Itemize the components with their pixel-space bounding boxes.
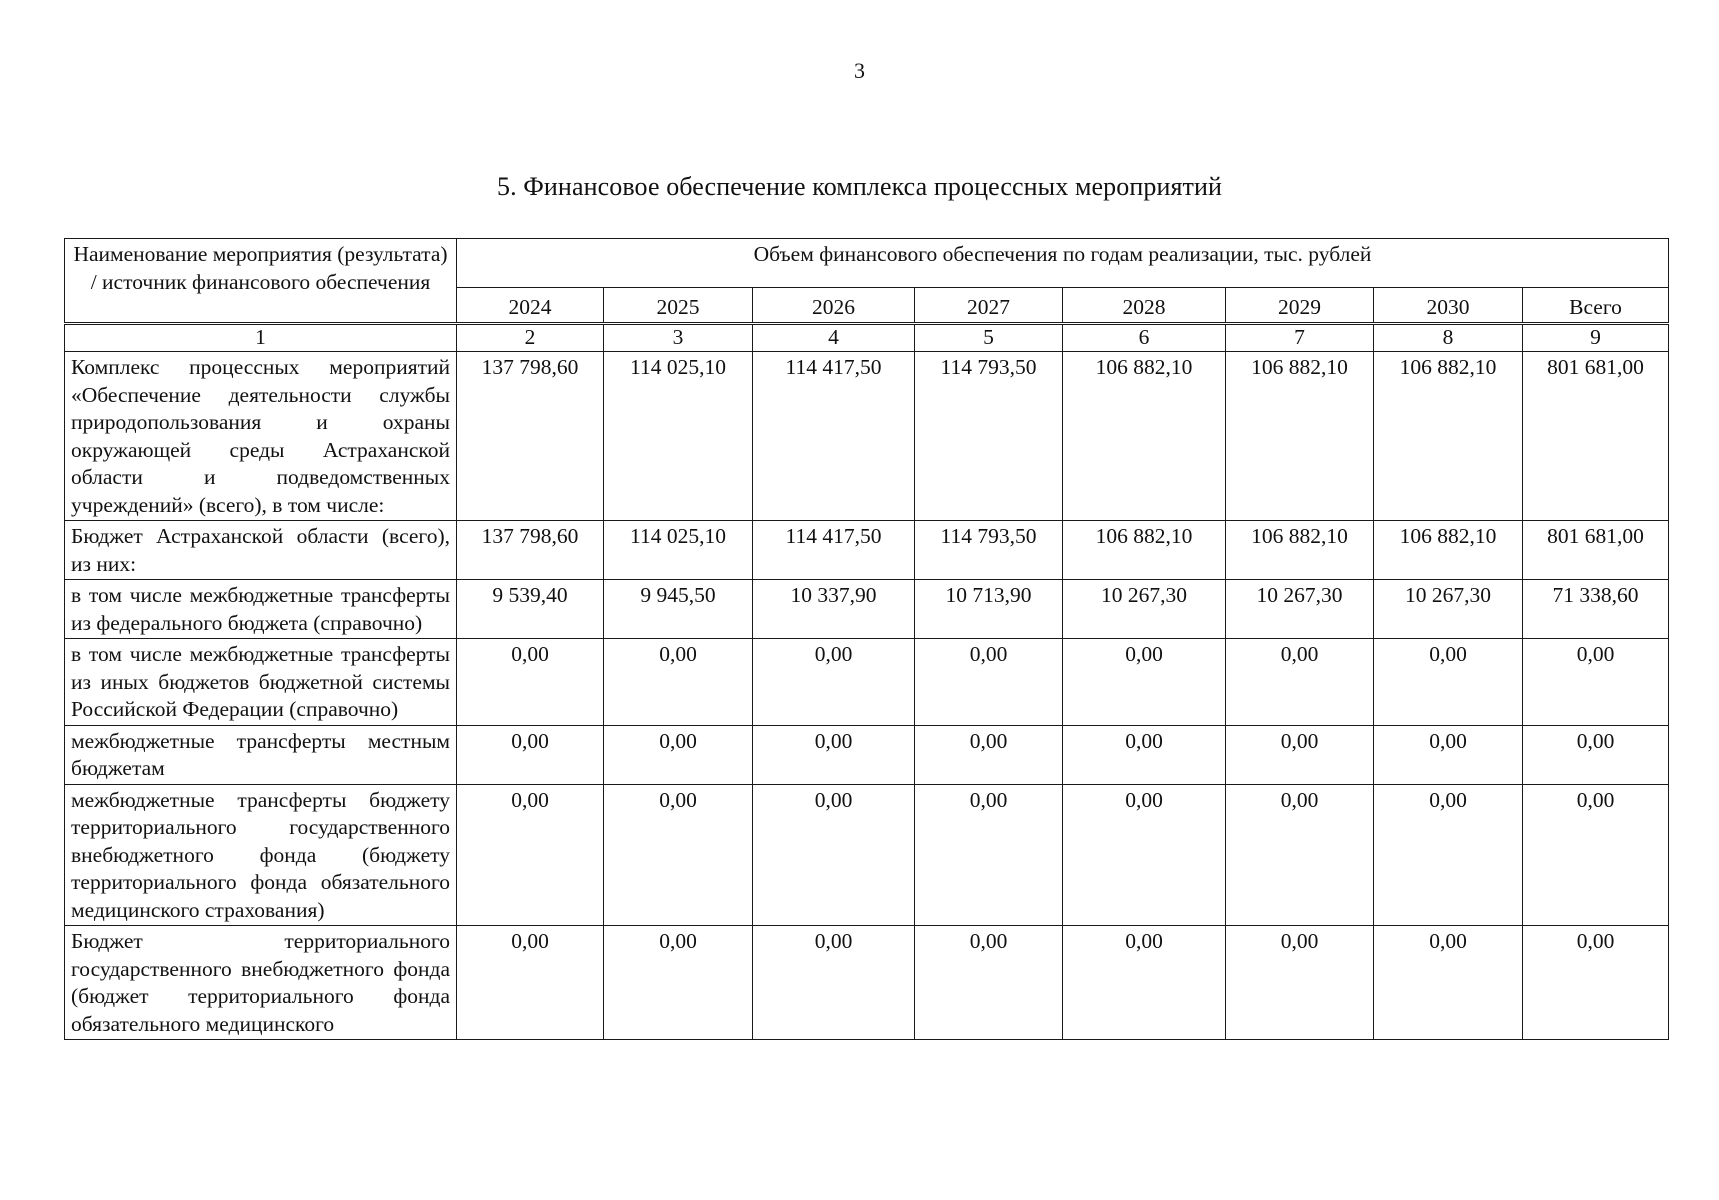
row-value-cell: 10 267,30 bbox=[1374, 580, 1523, 639]
row-value-cell: 106 882,10 bbox=[1226, 521, 1374, 580]
row-value-cell: 0,00 bbox=[753, 725, 915, 784]
row-value-cell: 0,00 bbox=[457, 784, 604, 926]
row-value-cell: 106 882,10 bbox=[1063, 521, 1226, 580]
column-number-cell: 9 bbox=[1523, 324, 1669, 352]
year-cell: 2030 bbox=[1374, 288, 1523, 324]
row-value-cell: 0,00 bbox=[1063, 725, 1226, 784]
row-value-cell: 106 882,10 bbox=[1063, 352, 1226, 521]
row-name-cell: в том числе межбюджетные трансферты из иных бюджетов бюджетной системы Российской Федерации (справочно) bbox=[65, 639, 457, 726]
table-row bbox=[65, 521, 1669, 580]
row-value-cell: 10 713,90 bbox=[915, 580, 1063, 639]
column-number-cell: 8 bbox=[1374, 324, 1523, 352]
year-cell: 2028 bbox=[1063, 288, 1226, 324]
row-name-cell: Бюджет Астраханской области (всего), из них: bbox=[65, 521, 457, 580]
column-number-cell: 3 bbox=[604, 324, 753, 352]
table-row bbox=[65, 784, 1669, 926]
page-number: 3 bbox=[854, 58, 865, 83]
table-row bbox=[65, 352, 1669, 521]
row-value-cell: 0,00 bbox=[604, 784, 753, 926]
column-number-cell: 7 bbox=[1226, 324, 1374, 352]
year-cell: 2027 bbox=[915, 288, 1063, 324]
row-value-cell: 9 945,50 bbox=[604, 580, 753, 639]
row-value-cell: 0,00 bbox=[604, 926, 753, 1040]
row-name-cell: в том числе межбюджетные трансферты из федерального бюджета (справочно) bbox=[65, 580, 457, 639]
row-value-cell: 0,00 bbox=[1374, 639, 1523, 726]
row-value-cell: 0,00 bbox=[1226, 725, 1374, 784]
year-cell: 2029 bbox=[1226, 288, 1374, 324]
row-value-cell: 0,00 bbox=[1374, 926, 1523, 1040]
row-name-cell: межбюджетные трансферты бюджету территориального государственного внебюджетного фонда (бюджету территориального фонда обязательного медицинского страхования) bbox=[65, 784, 457, 926]
column-number-cell: 1 bbox=[65, 324, 457, 352]
row-value-cell: 0,00 bbox=[915, 784, 1063, 926]
column-number-cell: 5 bbox=[915, 324, 1063, 352]
header-group-cell: Объем финансового обеспечения по годам реализации, тыс. рублей bbox=[457, 239, 1669, 288]
row-value-cell: 0,00 bbox=[1063, 784, 1226, 926]
row-value-cell: 10 267,30 bbox=[1063, 580, 1226, 639]
row-total-cell: 0,00 bbox=[1523, 639, 1669, 726]
row-value-cell: 114 417,50 bbox=[753, 521, 915, 580]
row-value-cell: 0,00 bbox=[753, 639, 915, 726]
row-value-cell: 0,00 bbox=[915, 639, 1063, 726]
column-number-row bbox=[65, 324, 1669, 352]
year-cell: 2026 bbox=[753, 288, 915, 324]
row-value-cell: 0,00 bbox=[1374, 784, 1523, 926]
row-name-cell: межбюджетные трансферты местным бюджетам bbox=[65, 725, 457, 784]
row-value-cell: 0,00 bbox=[1226, 784, 1374, 926]
row-total-cell: 801 681,00 bbox=[1523, 352, 1669, 521]
column-number-cell: 2 bbox=[457, 324, 604, 352]
row-value-cell: 0,00 bbox=[753, 926, 915, 1040]
table-row bbox=[65, 580, 1669, 639]
header-name-cell: Наименование мероприятия (результата) / источник финансового обеспечения bbox=[65, 239, 457, 324]
row-total-cell: 0,00 bbox=[1523, 725, 1669, 784]
row-value-cell: 114 025,10 bbox=[604, 521, 753, 580]
row-value-cell: 106 882,10 bbox=[1374, 521, 1523, 580]
row-value-cell: 137 798,60 bbox=[457, 521, 604, 580]
row-value-cell: 0,00 bbox=[915, 725, 1063, 784]
year-cell: 2025 bbox=[604, 288, 753, 324]
year-cell: 2024 bbox=[457, 288, 604, 324]
row-value-cell: 10 337,90 bbox=[753, 580, 915, 639]
row-value-cell: 0,00 bbox=[1374, 725, 1523, 784]
row-value-cell: 0,00 bbox=[604, 725, 753, 784]
table-row bbox=[65, 639, 1669, 726]
row-value-cell: 0,00 bbox=[1226, 639, 1374, 726]
row-value-cell: 9 539,40 bbox=[457, 580, 604, 639]
row-value-cell: 114 793,50 bbox=[915, 521, 1063, 580]
table-row bbox=[65, 725, 1669, 784]
total-header-cell: Всего bbox=[1523, 288, 1669, 324]
row-value-cell: 0,00 bbox=[753, 784, 915, 926]
row-value-cell: 106 882,10 bbox=[1226, 352, 1374, 521]
row-value-cell: 0,00 bbox=[604, 639, 753, 726]
row-name-cell: Бюджет территориального государственного внебюджетного фонда (бюджет территориального фонда обязательного медицинского bbox=[65, 926, 457, 1040]
header-row bbox=[65, 239, 1669, 288]
row-value-cell: 0,00 bbox=[457, 926, 604, 1040]
row-total-cell: 0,00 bbox=[1523, 784, 1669, 926]
row-value-cell: 0,00 bbox=[1063, 926, 1226, 1040]
row-value-cell: 10 267,30 bbox=[1226, 580, 1374, 639]
row-value-cell: 114 793,50 bbox=[915, 352, 1063, 521]
financing-table bbox=[64, 238, 1669, 1040]
row-value-cell: 114 417,50 bbox=[753, 352, 915, 521]
column-number-cell: 6 bbox=[1063, 324, 1226, 352]
row-value-cell: 0,00 bbox=[457, 725, 604, 784]
row-value-cell: 0,00 bbox=[1063, 639, 1226, 726]
row-value-cell: 137 798,60 bbox=[457, 352, 604, 521]
row-name-cell: Комплекс процессных мероприятий «Обеспечение деятельности службы природопользования и охраны окружающей среды Астраханской области и подведомственных учреждений» (всего), в том числе: bbox=[65, 352, 457, 521]
row-value-cell: 0,00 bbox=[457, 639, 604, 726]
row-value-cell: 0,00 bbox=[1226, 926, 1374, 1040]
row-value-cell: 0,00 bbox=[915, 926, 1063, 1040]
row-total-cell: 801 681,00 bbox=[1523, 521, 1669, 580]
row-value-cell: 106 882,10 bbox=[1374, 352, 1523, 521]
section-title: 5. Финансовое обеспечение комплекса процессных мероприятий bbox=[496, 172, 1223, 201]
row-total-cell: 0,00 bbox=[1523, 926, 1669, 1040]
row-value-cell: 114 025,10 bbox=[604, 352, 753, 521]
column-number-cell: 4 bbox=[753, 324, 915, 352]
table-row bbox=[65, 926, 1669, 1040]
row-total-cell: 71 338,60 bbox=[1523, 580, 1669, 639]
